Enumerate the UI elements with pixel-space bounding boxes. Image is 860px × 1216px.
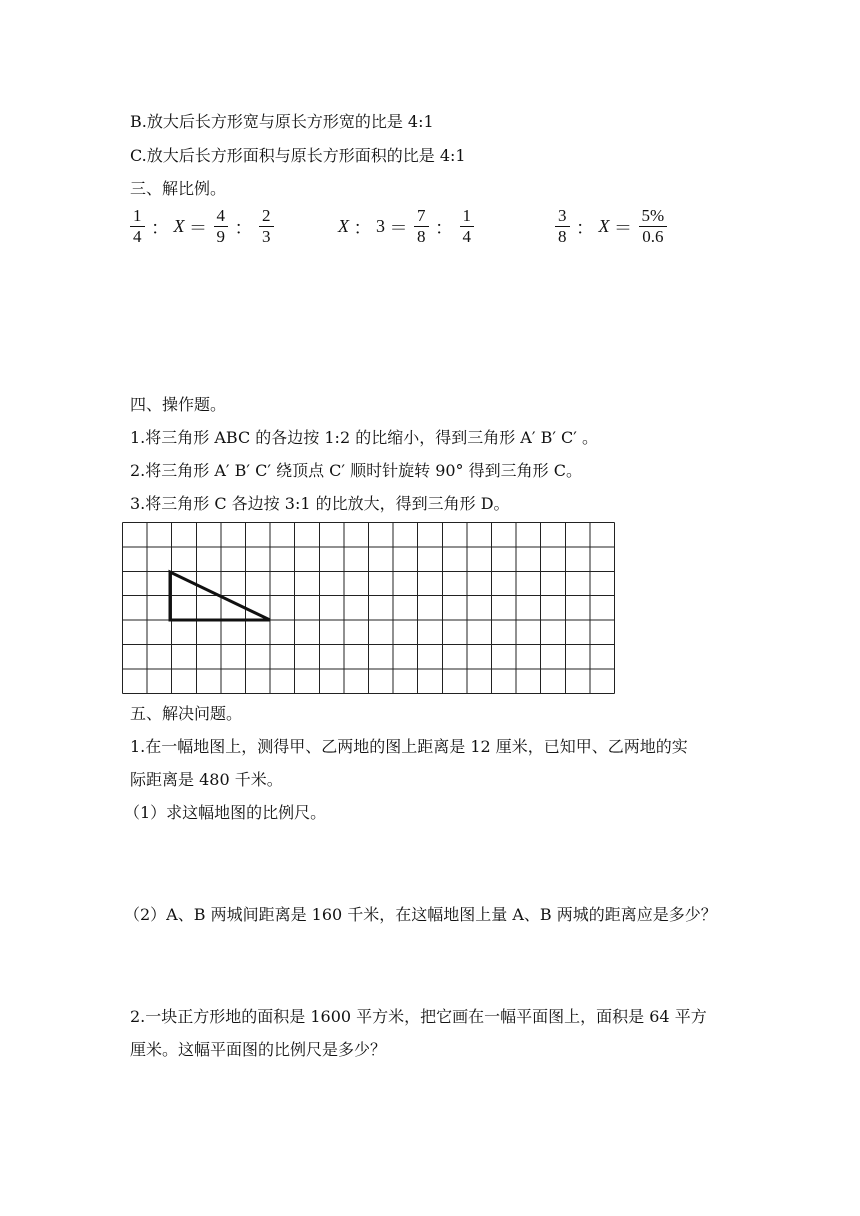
proportion-equation-2: X ： 3 ＝ $\frac{7}{8}$ ： $\frac{1}{4}$ xyxy=(338,206,476,247)
question-1-line-1: 1.在一幅地图上，测得甲、乙两地的图上距离是 12 厘米，已知甲、乙两地的实 xyxy=(130,737,688,756)
task-item-3: 3.将三角形 C 各边按 3:1 的比放大，得到三角形 D。 xyxy=(130,494,510,513)
question-1-part-1: （1）求这幅地图的比例尺。 xyxy=(124,803,327,822)
question-2-line-2: 厘米。这幅平面图的比例尺是多少？ xyxy=(130,1040,387,1059)
section-3-title: 三、解比例。 xyxy=(130,179,227,198)
question-2-line-1: 2.一块正方形地的面积是 1600 平方米，把它画在一幅平面图上，面积是 64 平方 xyxy=(130,1007,707,1026)
question-1-part-2: （2）A、B 两城间距离是 160 千米，在这幅地图上量 A、B 两城的距离应是多少？ xyxy=(124,905,717,924)
task-item-2: 2.将三角形 A′ B′ C′ 绕顶点 C′ 顺时针旋转 90° 得到三角形 C。 xyxy=(130,461,582,480)
option-b: B.放大后长方形宽与原长方形宽的比是 4:1 xyxy=(130,112,434,131)
grid-paper xyxy=(122,522,616,694)
option-c: C.放大后长方形面积与原长方形面积的比是 4:1 xyxy=(130,146,466,165)
section-5-title: 五、解决问题。 xyxy=(130,704,243,723)
proportion-equation-1: $\frac{1}{4}$ ： X ＝ $\frac{4}{9}$ ： $\frac{2}{3}$ xyxy=(128,206,276,247)
question-1-line-2: 际距离是 480 千米。 xyxy=(130,770,283,789)
proportion-equation-3: $\frac{3}{8}$ ： X ＝ $\frac{5\%}{0.6}$ xyxy=(553,206,669,247)
task-item-1: 1.将三角形 ABC 的各边按 1:2 的比缩小，得到三角形 A′ B′ C′ 。 xyxy=(130,428,599,447)
section-4-title: 四、操作题。 xyxy=(130,395,227,414)
